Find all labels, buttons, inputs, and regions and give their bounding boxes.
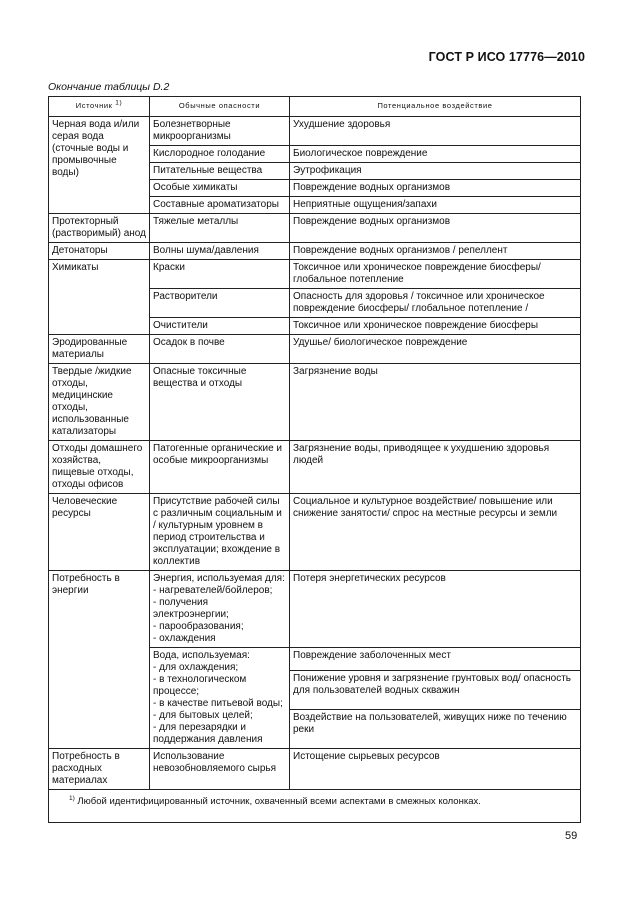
impact-cell: Ухудшение здоровья: [290, 117, 581, 146]
impact-cell: Опасность для здоровья / токсичное или хроническое повреждение биосферы/ глобальное потепление /: [290, 289, 581, 318]
hazard-cell: Краски: [150, 260, 290, 289]
impact-cell: Повреждение водных организмов: [290, 214, 581, 243]
source-cell: Эродированные материалы: [49, 335, 150, 364]
hazard-cell: Очистители: [150, 318, 290, 335]
impact-cell: Повреждение водных организмов: [290, 180, 581, 197]
footnote-ref: 1): [115, 99, 123, 107]
hazard-cell: Осадок в почве: [150, 335, 290, 364]
hazard-cell: Использование невозобновляемого сырья: [150, 749, 290, 790]
hazard-cell: Тяжелые металлы: [150, 214, 290, 243]
source-cell: Твердые /жидкие отходы, медицинские отходы, использованные катализаторы: [49, 364, 150, 441]
impact-cell: Загрязнение воды, приводящее к ухудшению здоровья людей: [290, 441, 581, 494]
source-cell: Отходы домашнего хозяйства, пищевые отходы, отходы офисов: [49, 441, 150, 494]
table-body: [49, 117, 581, 790]
hazard-cell: Питательные вещества: [150, 163, 290, 180]
table-caption: Окончание таблицы D.2: [48, 81, 170, 93]
table-row: [49, 571, 581, 648]
source-cell: Человеческие ресурсы: [49, 494, 150, 571]
impact-cell: Удушье/ биологическое повреждение: [290, 335, 581, 364]
hazard-cell: Кислородное голодание: [150, 146, 290, 163]
impact-cell: Неприятные ощущения/запахи: [290, 197, 581, 214]
table-row: [49, 243, 581, 260]
table-row: [49, 364, 581, 441]
footnote-row: [49, 790, 581, 823]
hazard-cell: Болезнетворные микроорганизмы: [150, 117, 290, 146]
source-cell: Потребность в энергии: [49, 571, 150, 749]
table-row: [49, 335, 581, 364]
impact-cell: Токсичное или хроническое повреждение биосферы/глобальное потепление: [290, 260, 581, 289]
column-header-impact: Потенциальное воздействие: [290, 97, 581, 117]
column-header-hazard: Обычные опасности: [150, 97, 290, 117]
impact-cell: Понижение уровня и загрязнение грунтовых вод/ опасность для пользователей водных скважин: [290, 670, 581, 709]
impact-cell: Биологическое повреждение: [290, 146, 581, 163]
hazard-cell: Опасные токсичные вещества и отходы: [150, 364, 290, 441]
table-row: [49, 441, 581, 494]
source-cell: Химикаты: [49, 260, 150, 335]
table-header-row: [49, 97, 581, 117]
impact-cell: Повреждение водных организмов / репеллент: [290, 243, 581, 260]
table-footnote: $^{1)}$ Любой идентифицированный источник, охваченный всеми аспектами в смежных колонках.: [49, 790, 581, 823]
column-header-source: Источник $^{1)}$: [49, 97, 150, 117]
table-row: [49, 260, 581, 289]
document-code: ГОСТ Р ИСО 17776—2010: [428, 50, 585, 64]
source-cell: Потребность в расходных материалах: [49, 749, 150, 790]
impact-cell: Истощение сырьевых ресурсов: [290, 749, 581, 790]
source-cell: Черная вода и/или серая вода (сточные воды и промывочные воды): [49, 117, 150, 214]
impact-cell: Социальное и культурное воздействие/ повышение или снижение занятости/ спрос на местные ресурсы и земли: [290, 494, 581, 571]
hazard-cell: Особые химикаты: [150, 180, 290, 197]
impact-cell: Воздействие на пользователей, живущих ниже по течению реки: [290, 709, 581, 748]
impact-cell: Токсичное или хроническое повреждение биосферы: [290, 318, 581, 335]
impact-cell: Эутрофикация: [290, 163, 581, 180]
hazard-cell: Растворители: [150, 289, 290, 318]
table-row: [49, 117, 581, 146]
source-cell: Детонаторы: [49, 243, 150, 260]
hazard-cell: Волны шума/давления: [150, 243, 290, 260]
table-row: [49, 494, 581, 571]
table-row: [49, 214, 581, 243]
source-cell: Протекторный (растворимый) анод: [49, 214, 150, 243]
hazard-cell: Составные ароматизаторы: [150, 197, 290, 214]
impact-cell: Повреждение заболоченных мест: [290, 648, 581, 671]
hazards-table: [48, 96, 581, 823]
hazard-cell: Присутствие рабочей силы с различным социальным и / культурным уровнем в период строительства и эксплуатации; вхождение в коллектив: [150, 494, 290, 571]
hazard-cell: Патогенные органические и особые микроорганизмы: [150, 441, 290, 494]
hazard-cell: Энергия, используемая для: - нагревателей/бойлеров; - получения электроэнергии; - парообразования; - охлаждения: [150, 571, 290, 648]
impact-cell: Загрязнение воды: [290, 364, 581, 441]
impact-cell: Потеря энергетических ресурсов: [290, 571, 581, 648]
table-row: [49, 749, 581, 790]
hazard-cell: Вода, используемая: - для охлаждения; - в технологическом процессе; - в качестве питьевой воды; - для бытовых целей; - для перезарядки и поддержания давления: [150, 648, 290, 749]
page-number: 59: [565, 830, 578, 842]
